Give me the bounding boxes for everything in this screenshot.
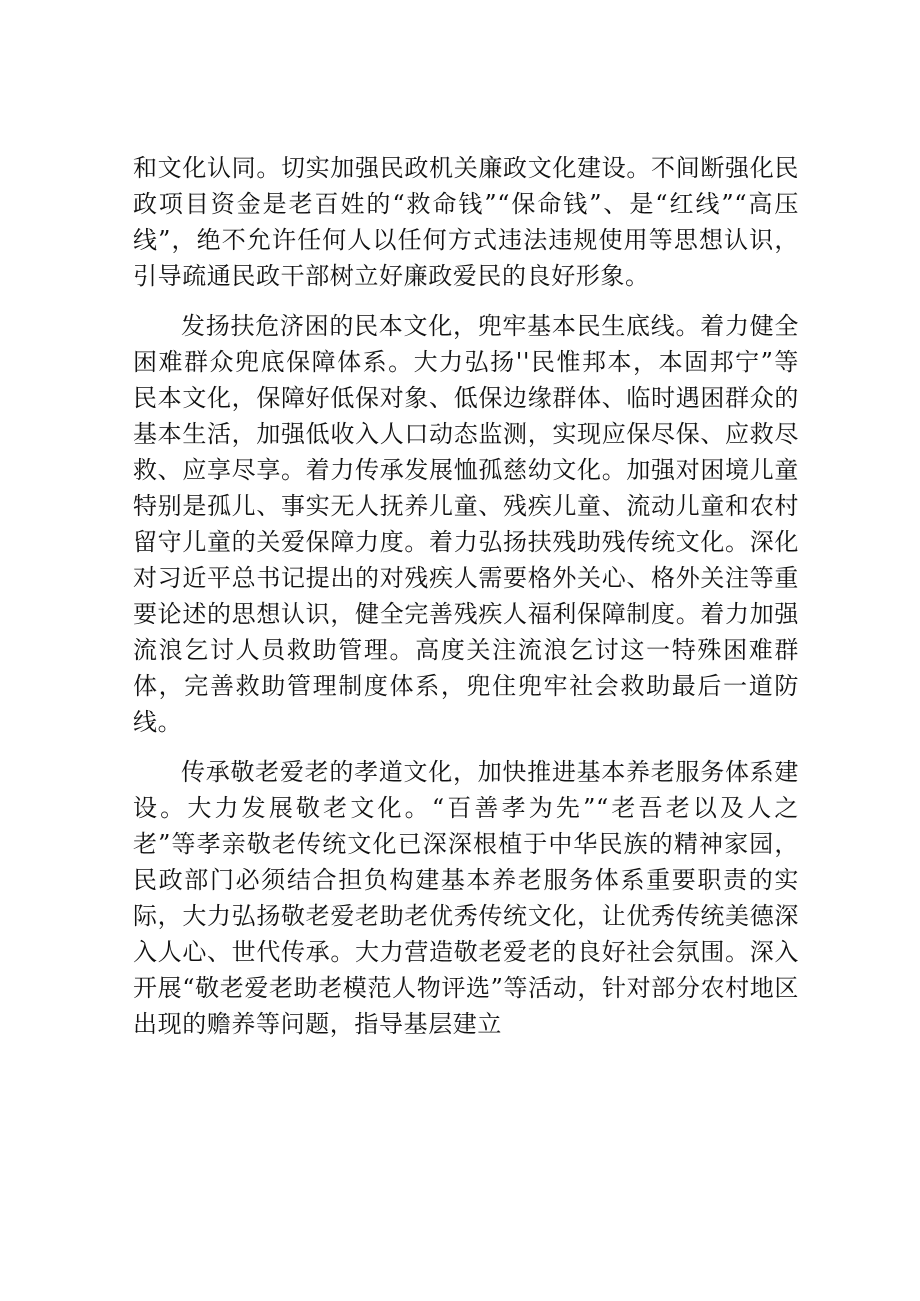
- paragraph-1: 和文化认同。切实加强民政机关廉政文化建设。不间断强化民政项目资金是老百姓的“救命钱”“保命钱”、是“红线”“高压线”，绝不允许任何人以任何方式违法违规使用等思想认识，引导疏通民政干部树立好廉政爱民的良好形象。: [133, 154, 799, 290]
- paragraph-3: 传承敬老爱老的孝道文化，加快推进基本养老服务体系建设。大力发展敬老文化。“百善孝为先”“老吾老以及人之老”等孝亲敬老传统文化已深深根植于中华民族的精神家园，民政部门必须结合担负构建基本养老服务体系重要职责的实际，大力弘扬敬老爱老助老优秀传统文化，让优秀传统美德深入人心、世代传承。大力营造敬老爱老的良好社会氛围。深入开展“敬老爱老助老模范人物评选”等活动，针对部分农村地区出现的赡养等问题，指导基层建立: [133, 758, 799, 1038]
- paragraph-2: 发扬扶危济困的民本文化，兜牢基本民生底线。着力健全困难群众兜底保障体系。大力弘扬''民惟邦本，本固邦宁”等民本文化，保障好低保对象、低保边缘群体、临时遇困群众的基本生活，加强低收入人口动态监测，实现应保尽保、应救尽救、应享尽享。着力传承发展恤孤慈幼文化。加强对困境儿童特别是孤儿、事实无人抚养儿童、残疾儿童、流动儿童和农村留守儿童的关爱保障力度。着力弘扬扶残助残传统文化。深化对习近平总书记提出的对残疾人需要格外关心、格外关注等重要论述的思想认识，健全完善残疾人福利保障制度。着力加强流浪乞讨人员救助管理。高度关注流浪乞讨这一特殊困难群体，完善救助管理制度体系，兜住兜牢社会救助最后一道防线。: [133, 312, 799, 736]
- document-body: [133, 150, 799, 1056]
